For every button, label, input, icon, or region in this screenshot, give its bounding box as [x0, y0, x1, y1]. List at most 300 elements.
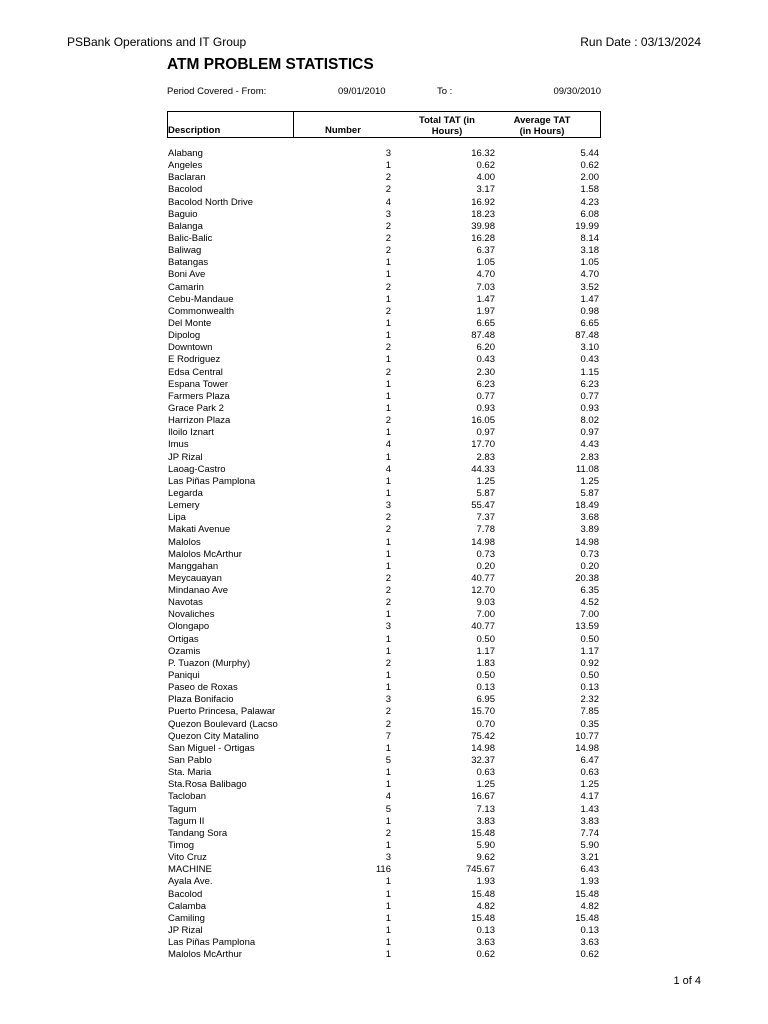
row-number: 1 — [385, 682, 391, 694]
row-average-tat: 87.48 — [575, 330, 599, 342]
row-total-tat: 3.83 — [476, 815, 495, 827]
row-total-tat: 1.25 — [476, 475, 495, 487]
row-number: 1 — [385, 487, 391, 499]
row-description: P. Tuazon (Murphy) — [168, 657, 251, 669]
table-row — [167, 512, 601, 524]
row-total-tat: 2.30 — [476, 366, 495, 378]
row-number: 1 — [385, 160, 391, 172]
row-description: San Miguel - Ortigas — [168, 742, 255, 754]
table-row — [167, 524, 601, 536]
row-number: 2 — [385, 232, 391, 244]
table-row — [167, 160, 601, 172]
table-row — [167, 852, 601, 864]
table-row — [167, 403, 601, 415]
table-row — [167, 791, 601, 803]
row-number: 1 — [385, 293, 391, 305]
row-description: Manggahan — [168, 560, 219, 572]
table-row — [167, 294, 601, 306]
row-total-tat: 9.03 — [476, 597, 495, 609]
row-total-tat: 17.70 — [471, 439, 495, 451]
row-description: Sta. Maria — [168, 767, 212, 779]
row-total-tat: 1.17 — [476, 645, 495, 657]
row-average-tat: 6.65 — [580, 317, 599, 329]
row-average-tat: 1.25 — [580, 779, 599, 791]
row-number: 4 — [385, 463, 391, 475]
column-average-tat-line2: (in Hours) — [519, 126, 565, 137]
row-average-tat: 8.02 — [580, 415, 599, 427]
row-average-tat: 3.52 — [580, 281, 599, 293]
row-total-tat: 7.13 — [476, 803, 495, 815]
row-number: 3 — [385, 208, 391, 220]
row-description: JP Rizal — [168, 925, 203, 936]
row-average-tat: 4.52 — [580, 597, 599, 609]
table-row — [167, 354, 601, 366]
row-average-tat: 3.18 — [580, 245, 599, 257]
row-number: 1 — [385, 633, 391, 645]
row-total-tat: 5.87 — [476, 487, 495, 499]
row-description: JP Rizal — [168, 451, 203, 463]
row-description: Laoag-Castro — [168, 463, 226, 475]
header-divider — [293, 112, 294, 137]
row-number: 1 — [385, 609, 391, 621]
row-average-tat: 1.58 — [580, 184, 599, 196]
row-number: 2 — [385, 706, 391, 718]
table-row — [167, 282, 601, 294]
row-average-tat: 6.43 — [580, 864, 599, 876]
row-total-tat: 18.23 — [471, 208, 495, 220]
row-average-tat: 7.85 — [580, 706, 599, 718]
row-number: 1 — [385, 330, 391, 342]
row-average-tat: 20.38 — [575, 572, 599, 584]
row-average-tat: 0.20 — [580, 560, 599, 572]
row-number: 2 — [385, 657, 391, 669]
row-total-tat: 7.00 — [476, 609, 495, 621]
row-description: Harrizon Plaza — [168, 415, 231, 427]
row-description: Bacolod — [168, 184, 203, 196]
header-right-border — [600, 112, 601, 137]
row-description: Timog — [168, 840, 195, 852]
row-description: Batangas — [168, 257, 209, 269]
row-total-tat: 1.25 — [476, 779, 495, 791]
row-average-tat: 5.90 — [580, 840, 599, 852]
row-average-tat: 3.83 — [580, 815, 599, 827]
row-number: 7 — [385, 730, 391, 742]
row-number: 2 — [385, 512, 391, 524]
row-description: Camiling — [168, 912, 205, 924]
table-row — [167, 706, 601, 718]
row-number: 116 — [375, 864, 391, 876]
row-number: 2 — [385, 524, 391, 536]
row-number: 1 — [385, 876, 391, 888]
row-description: Baliwag — [168, 245, 202, 257]
table-row — [167, 330, 601, 342]
table-row — [167, 743, 601, 755]
table-row — [167, 585, 601, 597]
row-description: Boni Ave — [168, 269, 206, 281]
table-row — [167, 561, 601, 573]
row-description: Baclaran — [168, 172, 206, 184]
row-description: Angeles — [168, 160, 203, 172]
row-total-tat: 0.43 — [476, 354, 495, 366]
row-description: Tagum — [168, 803, 197, 815]
row-total-tat: 16.28 — [471, 232, 495, 244]
table-row — [167, 257, 601, 269]
row-average-tat: 15.48 — [575, 888, 599, 900]
table-row — [167, 755, 601, 767]
row-total-tat: 1.47 — [476, 293, 495, 305]
row-total-tat: 745.67 — [465, 864, 495, 876]
row-average-tat: 7.74 — [580, 827, 599, 839]
row-number: 1 — [385, 354, 391, 366]
row-number: 2 — [385, 184, 391, 196]
period-from-date: 09/01/2010 — [338, 86, 386, 97]
row-total-tat: 9.62 — [476, 852, 495, 864]
row-total-tat: 12.70 — [471, 585, 495, 597]
row-average-tat: 0.97 — [580, 427, 599, 439]
table-row — [167, 646, 601, 658]
table-row — [167, 925, 601, 937]
row-description: Ayala Ave. — [168, 876, 213, 888]
row-average-tat: 0.13 — [580, 925, 599, 936]
row-description: Novaliches — [168, 609, 215, 621]
row-number: 1 — [385, 742, 391, 754]
row-description: Del Monte — [168, 317, 212, 329]
table-row — [167, 937, 601, 949]
row-description: Dipolog — [168, 330, 201, 342]
table-row — [167, 779, 601, 791]
row-description: Grace Park 2 — [168, 402, 224, 414]
row-average-tat: 19.99 — [575, 220, 599, 232]
row-description: Navotas — [168, 597, 203, 609]
row-total-tat: 0.62 — [476, 160, 495, 172]
table-row — [167, 634, 601, 646]
row-number: 1 — [385, 548, 391, 560]
row-description: Commonwealth — [168, 305, 234, 317]
row-average-tat: 3.21 — [580, 852, 599, 864]
row-average-tat: 1.15 — [580, 366, 599, 378]
row-number: 1 — [385, 475, 391, 487]
column-total-tat-line2: Hours) — [431, 126, 463, 137]
row-total-tat: 3.17 — [476, 184, 495, 196]
row-description: Baguio — [168, 208, 198, 220]
table-row — [167, 209, 601, 221]
row-number: 3 — [385, 694, 391, 706]
row-average-tat: 6.35 — [580, 585, 599, 597]
row-average-tat: 3.68 — [580, 512, 599, 524]
table-row — [167, 476, 601, 488]
table-row — [167, 197, 601, 209]
period-to-label: To : — [437, 86, 453, 97]
row-average-tat: 4.17 — [580, 791, 599, 803]
table-row — [167, 549, 601, 561]
row-description: Legarda — [168, 487, 203, 499]
row-total-tat: 0.20 — [476, 560, 495, 572]
row-total-tat: 0.97 — [476, 427, 495, 439]
row-number: 2 — [385, 220, 391, 232]
row-average-tat: 3.63 — [580, 937, 599, 949]
table-row — [167, 840, 601, 852]
table-row — [167, 415, 601, 427]
row-total-tat: 0.13 — [476, 682, 495, 694]
row-description: Farmers Plaza — [168, 390, 230, 402]
row-total-tat: 0.50 — [476, 670, 495, 682]
row-total-tat: 0.62 — [476, 949, 495, 961]
row-description: Cebu-Mandaue — [168, 293, 234, 305]
table-row — [167, 889, 601, 901]
row-total-tat: 75.42 — [471, 730, 495, 742]
row-total-tat: 39.98 — [471, 220, 495, 232]
row-average-tat: 7.00 — [580, 609, 599, 621]
table-row — [167, 537, 601, 549]
table-row — [167, 452, 601, 464]
row-total-tat: 32.37 — [471, 755, 495, 767]
row-number: 1 — [385, 269, 391, 281]
row-total-tat: 7.03 — [476, 281, 495, 293]
column-number: Number — [325, 125, 361, 136]
table-row — [167, 658, 601, 670]
table-row — [167, 597, 601, 609]
row-average-tat: 0.77 — [580, 390, 599, 402]
row-number: 1 — [385, 779, 391, 791]
row-number: 1 — [385, 815, 391, 827]
row-description: Olongapo — [168, 621, 210, 633]
row-average-tat: 0.43 — [580, 354, 599, 366]
column-total-tat-line1: Total TAT (in — [419, 115, 475, 126]
row-number: 1 — [385, 560, 391, 572]
row-total-tat: 0.50 — [476, 633, 495, 645]
row-number: 1 — [385, 536, 391, 548]
table-row — [167, 439, 601, 451]
table-row — [167, 221, 601, 233]
row-number: 1 — [385, 900, 391, 912]
row-total-tat: 6.23 — [476, 378, 495, 390]
row-number: 2 — [385, 585, 391, 597]
row-average-tat: 0.13 — [580, 682, 599, 694]
table-row — [167, 670, 601, 682]
table-row — [167, 621, 601, 633]
row-total-tat: 1.05 — [476, 257, 495, 269]
row-description: Balanga — [168, 220, 203, 232]
row-number: 3 — [385, 852, 391, 864]
row-total-tat: 1.83 — [476, 657, 495, 669]
row-average-tat: 3.10 — [580, 342, 599, 354]
row-total-tat: 15.48 — [471, 912, 495, 924]
report-title: ATM PROBLEM STATISTICS — [167, 56, 374, 73]
row-average-tat: 0.62 — [580, 160, 599, 172]
row-description: Malolos McArthur — [168, 949, 242, 961]
row-number: 1 — [385, 925, 391, 936]
column-description: Description — [168, 125, 221, 136]
row-number: 4 — [385, 791, 391, 803]
row-description: Vito Cruz — [168, 852, 207, 864]
row-average-tat: 4.43 — [580, 439, 599, 451]
row-average-tat: 0.73 — [580, 548, 599, 560]
row-average-tat: 0.93 — [580, 402, 599, 414]
row-average-tat: 1.17 — [580, 645, 599, 657]
row-description: Espana Tower — [168, 378, 229, 390]
row-number: 1 — [385, 378, 391, 390]
row-total-tat: 5.90 — [476, 840, 495, 852]
row-description: San Pablo — [168, 755, 212, 767]
row-number: 1 — [385, 257, 391, 269]
table-row — [167, 342, 601, 354]
row-total-tat: 40.77 — [471, 621, 495, 633]
row-number: 1 — [385, 402, 391, 414]
row-total-tat: 16.05 — [471, 415, 495, 427]
table-row — [167, 306, 601, 318]
row-total-tat: 7.37 — [476, 512, 495, 524]
column-average-tat-line1: Average TAT — [513, 115, 571, 126]
row-total-tat: 1.93 — [476, 876, 495, 888]
table-header — [167, 111, 601, 138]
row-description: Quezon City Matalino — [168, 730, 259, 742]
organization-name: PSBank Operations and IT Group — [67, 35, 247, 49]
table-row — [167, 148, 601, 160]
row-total-tat: 1.97 — [476, 305, 495, 317]
table-row — [167, 184, 601, 196]
row-description: Lipa — [168, 512, 186, 524]
row-number: 5 — [385, 803, 391, 815]
table-row — [167, 500, 601, 512]
row-description: MACHINE — [168, 864, 212, 876]
row-description: Imus — [168, 439, 189, 451]
row-total-tat: 0.63 — [476, 767, 495, 779]
row-number: 3 — [385, 148, 391, 159]
row-description: Balic-Balic — [168, 232, 213, 244]
row-average-tat: 1.05 — [580, 257, 599, 269]
row-number: 1 — [385, 427, 391, 439]
table-body — [167, 148, 601, 961]
row-average-tat: 1.93 — [580, 876, 599, 888]
row-number: 1 — [385, 390, 391, 402]
row-description: Ortigas — [168, 633, 199, 645]
row-average-tat: 14.98 — [575, 742, 599, 754]
table-row — [167, 172, 601, 184]
row-number: 1 — [385, 451, 391, 463]
row-average-tat: 8.14 — [580, 232, 599, 244]
table-row — [167, 949, 601, 961]
row-description: Iloilo Iznart — [168, 427, 214, 439]
table-row — [167, 427, 601, 439]
row-average-tat: 4.23 — [580, 196, 599, 208]
row-number: 1 — [385, 767, 391, 779]
row-average-tat: 2.83 — [580, 451, 599, 463]
row-description: Quezon Boulevard (Lacso — [168, 718, 278, 730]
row-description: Malolos — [168, 536, 201, 548]
row-number: 2 — [385, 827, 391, 839]
row-average-tat: 1.43 — [580, 803, 599, 815]
column-average-tat — [497, 115, 587, 137]
table-row — [167, 391, 601, 403]
row-total-tat: 16.67 — [471, 791, 495, 803]
row-total-tat: 16.92 — [471, 196, 495, 208]
table-row — [167, 913, 601, 925]
row-total-tat: 0.77 — [476, 390, 495, 402]
table-row — [167, 876, 601, 888]
row-number: 4 — [385, 196, 391, 208]
row-description: Tacloban — [168, 791, 207, 803]
table-row — [167, 379, 601, 391]
row-description: Calamba — [168, 900, 207, 912]
table-row — [167, 245, 601, 257]
table-row — [167, 816, 601, 828]
row-average-tat: 2.00 — [580, 172, 599, 184]
row-average-tat: 6.08 — [580, 208, 599, 220]
row-description: Bacolod — [168, 888, 203, 900]
row-total-tat: 4.82 — [476, 900, 495, 912]
row-total-tat: 15.70 — [471, 706, 495, 718]
row-total-tat: 44.33 — [471, 463, 495, 475]
row-average-tat: 0.50 — [580, 633, 599, 645]
row-description: Mindanao Ave — [168, 585, 229, 597]
row-total-tat: 7.78 — [476, 524, 495, 536]
row-average-tat: 6.47 — [580, 755, 599, 767]
row-description: Ozamis — [168, 645, 201, 657]
period-from-label: Period Covered - From: — [167, 86, 267, 97]
table-row — [167, 864, 601, 876]
row-total-tat: 4.70 — [476, 269, 495, 281]
table-row — [167, 573, 601, 585]
row-total-tat: 0.13 — [476, 925, 495, 936]
table-row — [167, 719, 601, 731]
row-description: Camarin — [168, 281, 204, 293]
row-number: 2 — [385, 597, 391, 609]
table-row — [167, 804, 601, 816]
period-to-date: 09/30/2010 — [553, 86, 601, 97]
row-description: Paniqui — [168, 670, 200, 682]
row-number: 3 — [385, 500, 391, 512]
row-number: 2 — [385, 281, 391, 293]
row-number: 3 — [385, 621, 391, 633]
table-row — [167, 682, 601, 694]
row-total-tat: 4.00 — [476, 172, 495, 184]
row-description: Lemery — [168, 500, 200, 512]
row-total-tat: 15.48 — [471, 888, 495, 900]
row-average-tat: 18.49 — [575, 500, 599, 512]
row-description: Bacolod North Drive — [168, 196, 254, 208]
row-average-tat: 0.92 — [580, 657, 599, 669]
table-row — [167, 609, 601, 621]
row-total-tat: 16.32 — [471, 148, 495, 159]
table-row — [167, 901, 601, 913]
row-number: 1 — [385, 937, 391, 949]
row-number: 1 — [385, 645, 391, 657]
row-number: 4 — [385, 439, 391, 451]
row-description: Las Piñas Pamplona — [168, 475, 256, 487]
row-average-tat: 1.25 — [580, 475, 599, 487]
row-description: Las Piñas Pamplona — [168, 937, 256, 949]
row-average-tat: 10.77 — [575, 730, 599, 742]
row-average-tat: 13.59 — [575, 621, 599, 633]
row-total-tat: 0.73 — [476, 548, 495, 560]
table-row — [167, 767, 601, 779]
table-row — [167, 488, 601, 500]
row-number: 1 — [385, 840, 391, 852]
row-description: Plaza Bonifacio — [168, 694, 234, 706]
row-total-tat: 3.63 — [476, 937, 495, 949]
row-average-tat: 4.82 — [580, 900, 599, 912]
row-number: 1 — [385, 888, 391, 900]
row-average-tat: 0.35 — [580, 718, 599, 730]
row-total-tat: 2.83 — [476, 451, 495, 463]
row-total-tat: 14.98 — [471, 742, 495, 754]
row-number: 1 — [385, 317, 391, 329]
row-total-tat: 55.47 — [471, 500, 495, 512]
row-number: 2 — [385, 718, 391, 730]
table-row — [167, 269, 601, 281]
column-total-tat — [407, 115, 487, 137]
row-average-tat: 0.63 — [580, 767, 599, 779]
